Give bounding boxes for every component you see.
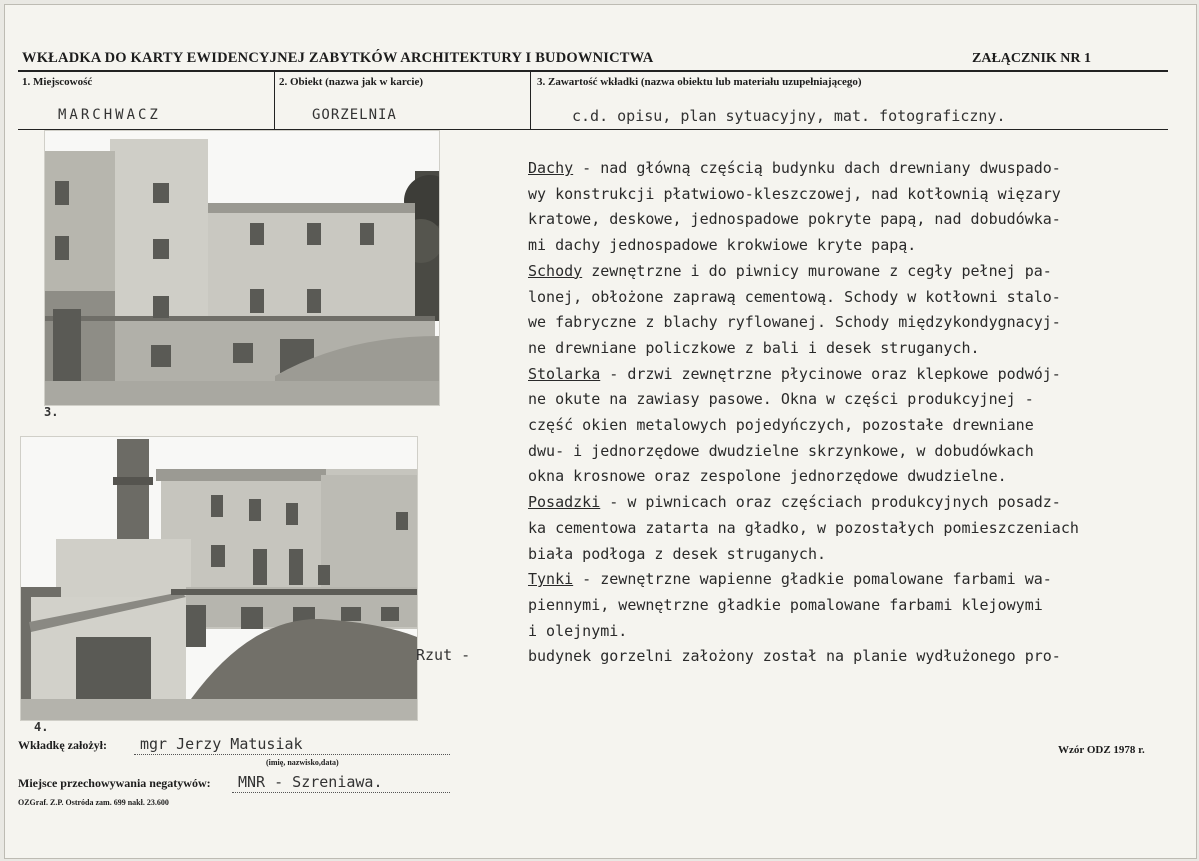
description-line: [528, 490, 1061, 516]
description-line: [528, 593, 1043, 619]
line-text: dwu- i jednorzędowe dwudzielne skrzynkowe, w dobudówkach: [528, 441, 1034, 460]
place-label: 1. Miejscowość: [22, 76, 93, 88]
photo-building-side: [45, 131, 439, 405]
description-line: [528, 336, 980, 362]
field-divider: [530, 72, 531, 129]
description-line: [528, 259, 1052, 285]
photo-building-chimney: [21, 437, 417, 720]
description-line: [528, 464, 1007, 490]
line-text: ne okute na zawiasy pasowe. Okna w części produkcyjnej -: [528, 390, 1034, 409]
description-line: [528, 182, 1061, 208]
section-heading: Schody: [528, 261, 583, 280]
line-text: i olejnymi.: [528, 621, 628, 640]
place-value: MARCHWACZ: [58, 107, 161, 123]
line-text: mi dachy jednospadowe krokwiowe kryte papą.: [528, 236, 917, 255]
line-text: lonej, obłożone zaprawą cementową. Schody w kotłowni stalo-: [528, 287, 1061, 306]
line-text: - nad główną częścią budynku dach drewniany dwuspado-: [573, 159, 1061, 177]
print-info: OZGraf. Z.P. Ostróda zam. 699 nakł. 23.600: [18, 798, 169, 807]
line-text: część okien metalowych pojedyńczych, pozostałe drewniane: [528, 416, 1034, 434]
description-line: [528, 310, 1061, 336]
line-text: budynek gorzelni założony został na planie wydłużonego pro-: [528, 647, 1061, 666]
object-label: 2. Obiekt (nazwa jak w karcie): [279, 76, 424, 88]
description-line: [528, 619, 627, 645]
description-line: [528, 207, 1061, 233]
line-text: - w piwnicach oraz częściach produkcyjnych posadz-: [600, 493, 1061, 512]
content-label: 3. Zawartość wkładki (nazwa obiektu lub materiału uzupełniającego): [537, 76, 862, 88]
rzut-label: Rzut -: [416, 646, 471, 664]
photo-number: 4.: [34, 720, 49, 734]
line-text: - zewnętrzne wapienne gładkie pomalowane farbami wa-: [573, 570, 1052, 589]
line-text: wy konstrukcji płatwiowo-kleszczowej, nad kotłownią więzary: [528, 184, 1061, 203]
section-heading: Tynki: [528, 570, 574, 589]
photo-number: 3.: [44, 405, 59, 419]
object-value: GORZELNIA: [312, 107, 397, 123]
description-line: [528, 516, 1079, 542]
fields-rule: [18, 129, 1168, 130]
content-value: c.d. opisu, plan sytuacyjny, mat. fotograficzny.: [572, 107, 1006, 125]
section-heading: Dachy: [528, 159, 574, 177]
description-line: [528, 439, 1034, 465]
line-text: we fabryczne z blachy ryflowanej. Schody międzykondygnacyj-: [528, 313, 1061, 332]
description-line: [528, 362, 1061, 388]
description-line: [528, 567, 1052, 593]
line-text: biała podłoga z desek struganych.: [528, 544, 827, 563]
section-heading: Stolarka: [528, 364, 601, 383]
line-text: zewnętrzne i do piwnicy murowane z cegły pełnej pa-: [582, 261, 1052, 280]
field-divider: [274, 72, 275, 129]
description-line: [528, 644, 1061, 670]
description-line: [528, 285, 1061, 311]
description-line: [528, 542, 826, 568]
header-rule: [18, 70, 1168, 72]
line-text: piennymi, wewnętrzne gładkie pomalowane farbami klejowymi: [528, 595, 1043, 614]
form-version: Wzór ODZ 1978 r.: [1058, 744, 1145, 756]
description-line: [528, 233, 916, 259]
card-title: WKŁADKA DO KARTY EWIDENCYJNEJ ZABYTKÓW ARCHITEKTURY I BUDOWNICTWA: [22, 50, 654, 66]
annex-number: ZAŁĄCZNIK NR 1: [972, 51, 1092, 66]
line-text: ka cementowa zatarta na gładko, w pozostałych pomieszczeniach: [528, 518, 1079, 537]
building-chimney-photo-icon: [21, 437, 417, 720]
description-line: [528, 413, 1034, 439]
line-text: ne drewniane policzkowe z bali i desek struganych.: [528, 338, 980, 357]
line-text: kratowe, deskowe, jednospadowe pokryte papą, nad dobudówka-: [528, 210, 1061, 229]
building-photo-icon: [45, 131, 439, 405]
negatives-storage-value: MNR - Szreniawa.: [238, 773, 383, 791]
line-text: - drzwi zewnętrzne płycinowe oraz klepkowe podwój-: [600, 364, 1061, 383]
line-text: okna krosnowe oraz zespolone jednorzędowe dwudzielne.: [528, 467, 1007, 486]
founded-by-value: mgr Jerzy Matusiak: [140, 735, 303, 753]
founded-by-hint: (imię, nazwisko,data): [266, 758, 339, 767]
negatives-storage-label: Miejsce przechowywania negatywów:: [18, 776, 211, 790]
section-heading: Posadzki: [528, 493, 601, 512]
description-line: [528, 156, 1061, 182]
description-line: [528, 387, 1034, 413]
founded-by-label: Wkładkę założył:: [18, 738, 107, 752]
